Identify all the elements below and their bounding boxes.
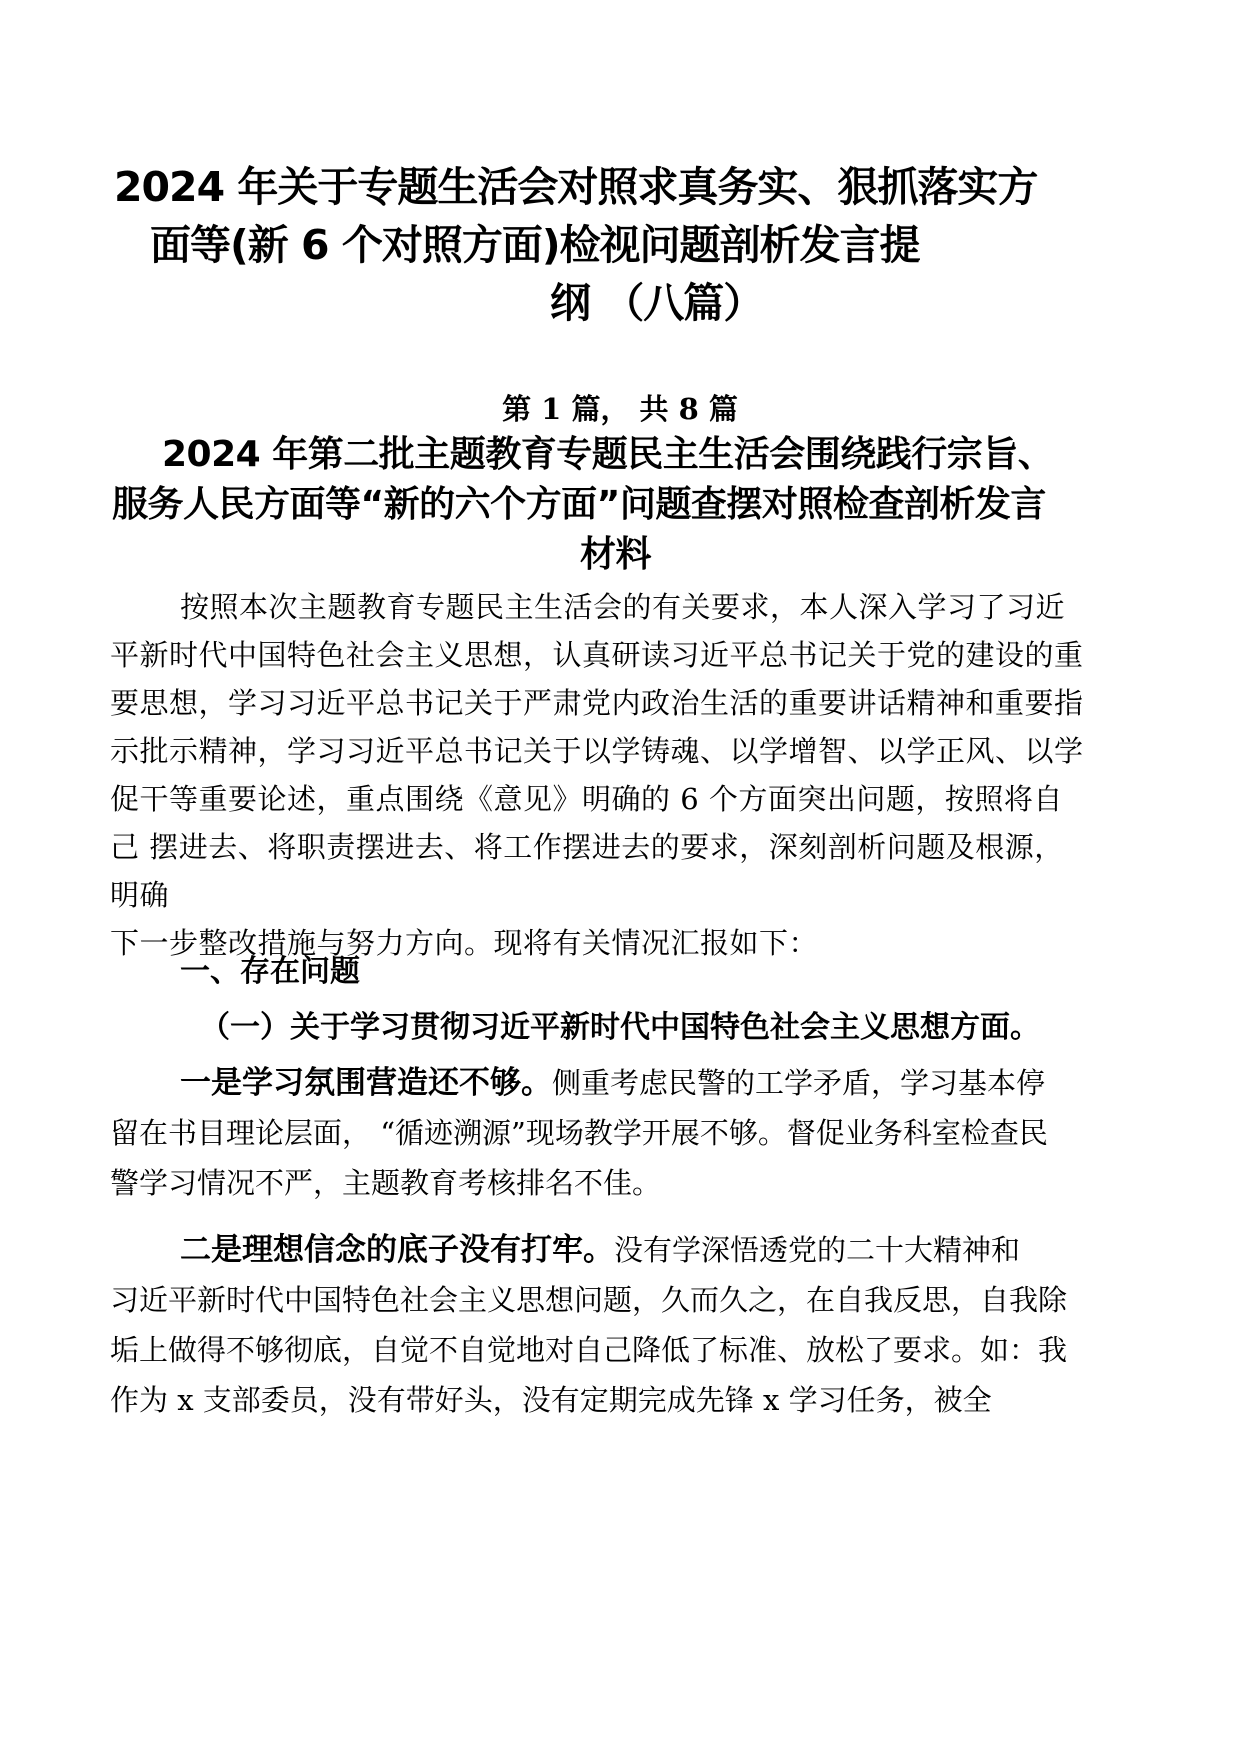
intro-line: 下一步整改措施与努力方向。现将有关情况汇报如下： [110,926,819,960]
title-line-1: 2024 年关于专题生活会对照求真务实、狠抓落实方 [114,163,1038,211]
paragraph-lead: 二是理想信念的底子没有打牢。 [180,1232,614,1268]
paragraph-line [110,1058,1140,1108]
paragraph-text: 没有学深悟透党的二十大精神和 [614,1233,1021,1267]
article-title-line-1: 2024 年第二批主题教育专题民主生活会围绕践行宗旨、 [162,434,1054,475]
article-title-line-3: 材料 [580,534,652,575]
paragraph-line: 作为 x 支部委员，没有带好头，没有定期完成先锋 x 学习任务，被全 [110,1383,992,1417]
paragraph-line: 警学习情况不严，主题教育考核排名不佳。 [110,1166,662,1200]
section-subheading: （一）关于学习贯彻习近平新时代中国特色社会主义思想方面。 [200,1010,1040,1045]
paragraph-1 [110,1058,1140,1208]
intro-line: 平新时代中国特色社会主义思想，认真研读习近平总书记关于党的建设的重 [110,638,1084,672]
part-label: 第 1 篇， 共 8 篇 [502,392,738,426]
title-line-3: 纲 （八篇） [550,279,764,327]
article-title-line-2: 服务人民方面等“新的六个方面”问题查摆对照检查剖析发言 [112,484,1046,525]
paragraph-line: 习近平新时代中国特色社会主义思想问题，久而久之，在自我反思，自我除 [110,1283,1068,1317]
intro-line: 己 摆进去、将职责摆进去、将工作摆进去的要求，深刻剖析问题及根源， [110,830,1064,864]
paragraph-line: 垢上做得不够彻底，自觉不自觉地对自己降低了标准、放松了要求。如：我 [110,1333,1068,1367]
paragraph-text: 侧重考虑民警的工学矛盾，学习基本停 [552,1066,1046,1100]
paragraph-line [110,1225,1140,1275]
paragraph-line: 留在书目理论层面， “循迹溯源”现场教学开展不够。督促业务科室检查民 [110,1116,1048,1150]
article-title [100,430,1140,580]
intro-line: 按照本次主题教育专题民主生活会的有关要求，本人深入学习了习近 [180,590,1066,624]
paragraph-2 [110,1225,1140,1425]
intro-line: 示批示精神，学习习近平总书记关于以学铸魂、以学增智、以学正风、以学 [110,734,1084,768]
intro-line: 促干等重要论述，重点围绕《意见》明确的 6 个方面突出问题，按照将自 [110,782,1063,816]
title-line-2: 面等(新 6 个对照方面)检视问题剖析发言提 [150,221,920,269]
paragraph-lead: 一是学习氛围营造还不够。 [180,1065,552,1101]
document-title [100,158,1140,332]
intro-paragraph [110,583,1140,967]
intro-line: 要思想，学习习近平总书记关于严肃党内政治生活的重要讲话精神和重要指 [110,686,1084,720]
section-heading: 一、存在问题 [180,954,360,989]
intro-line: 明确 [110,878,170,912]
